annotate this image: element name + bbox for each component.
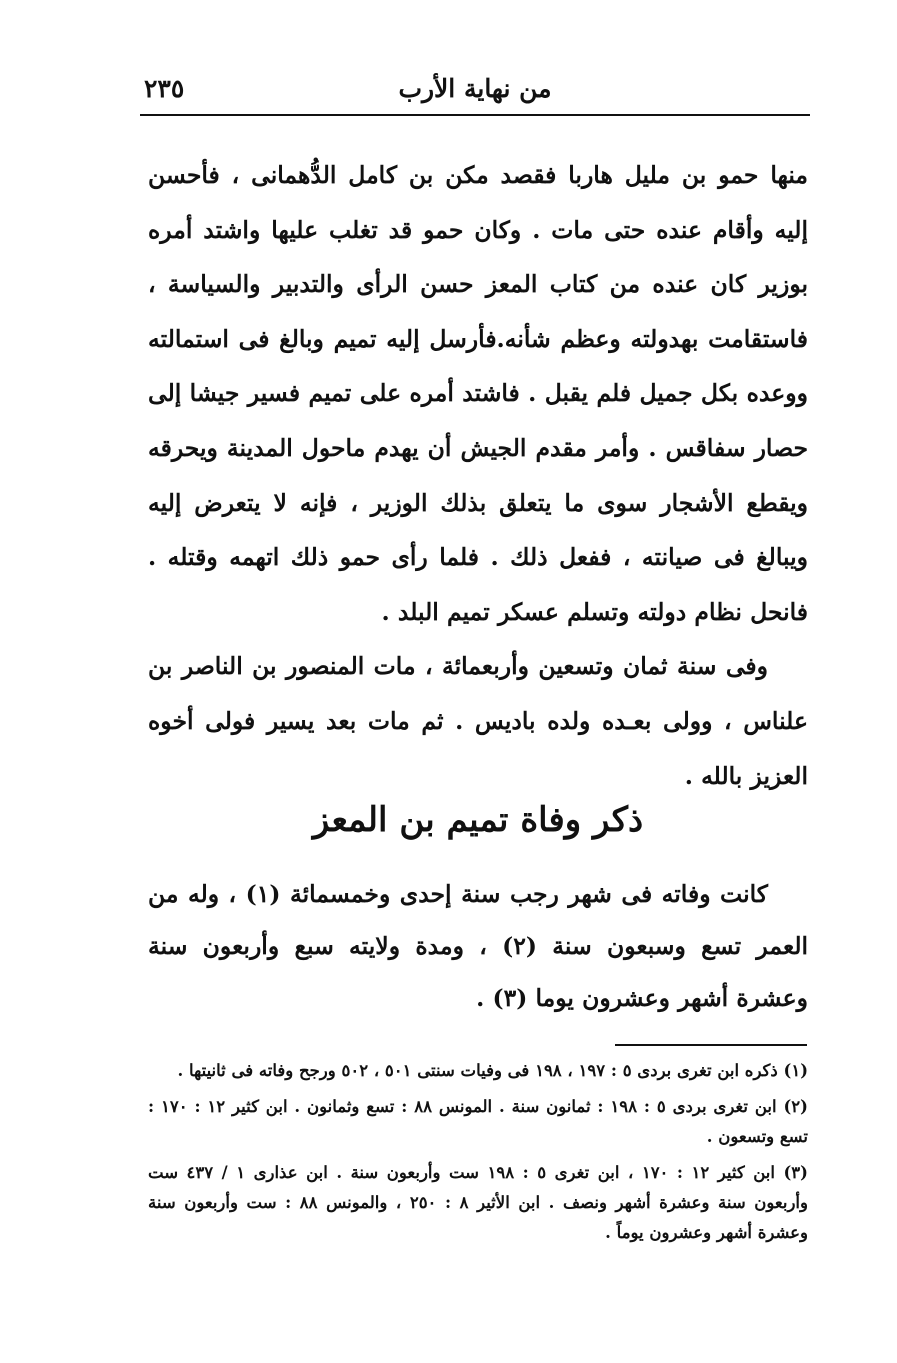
footnotes [148,1056,808,1254]
page-number: ٢٣٥ [144,74,185,103]
section-text [148,868,808,1024]
footnote-1: (١) ذكره ابن تغرى بردى ٥ : ١٩٧ ، ١٩٨ فى وفيات سنتى ٥٠١ ، ٥٠٢ ورجح وفاته فى ثانيتها . [177,1061,808,1080]
section-heading: ذكر وفاة تميم بن المعز [312,800,644,840]
running-header [140,70,810,110]
section-paragraph: كانت وفاته فى شهر رجب سنة إحدى وخمسمائة (١) ، وله من العمر تسع وسبعون سنة (٢) ، ومدة ولايته سبع وأربعون سنة وعشرة أشهر وعشرون يوما (٣) . [148,880,809,1012]
footnote-2: (٢) ابن تغرى بردى ٥ : ١٩٨ : ثمانون سنة . المونس ٨٨ : تسع وثمانون . ابن كثير ١٢ : ١٧٠ : تسع وتسعون . [148,1097,808,1146]
paragraph-1: منها حمو بن مليل هاربا فقصد مكن بن كامل الدُّهمانى ، فأحسن إليه وأقام عنده حتى مات . وكان حمو قد تغلب عليها واشتد أمره بوزير كان عنده من كتاب المعز حسن الرأى والتدبير والسياسة ، فاستقامت بهدولته وعظم شأنه.فأرسل إليه تميم وبالغ فى استمالته ووعده بكل جميل فلم يقبل . فاشتد أمره على تميم فسير جيشا إلى حصار سفاقس . وأمر مقدم الجيش أن يهدم ماحول المدينة ويحرقه ويقطع الأشجار سوى ما يتعلق بذلك الوزير ، فإنه لا يتعرض إليه ويبالغ فى صيانته ، ففعل ذلك . فلما رأى حمو ذلك اتهمه وقتله . فانحل نظام دولته وتسلم عسكر تميم البلد . [148,161,808,626]
footnote-3: (٣) ابن كثير ١٢ : ١٧٠ ، ابن تغرى ٥ : ١٩٨ ست وأربعون سنة . ابن عذارى ١ / ٤٣٧ ست وأربعون سنة وعشرة أشهر ونصف . ابن الأثير ٨ : ٢٥٠ ، والمونس ٨٨ : ست وأربعون سنة وعشرة أشهر وعشرون يوماً . [148,1163,808,1242]
main-text [148,148,808,803]
paragraph-2: وفى سنة ثمان وتسعين وأربعمائة ، مات المنصور بن الناصر بن علناس ، وولى بعـده ولده باديس . ثم مات بعد يسير فولى أخوه العزيز بالله . [148,652,808,790]
running-title: من نهاية الأرب [398,74,552,103]
header-rule [140,114,810,116]
footnote-rule [615,1044,807,1046]
